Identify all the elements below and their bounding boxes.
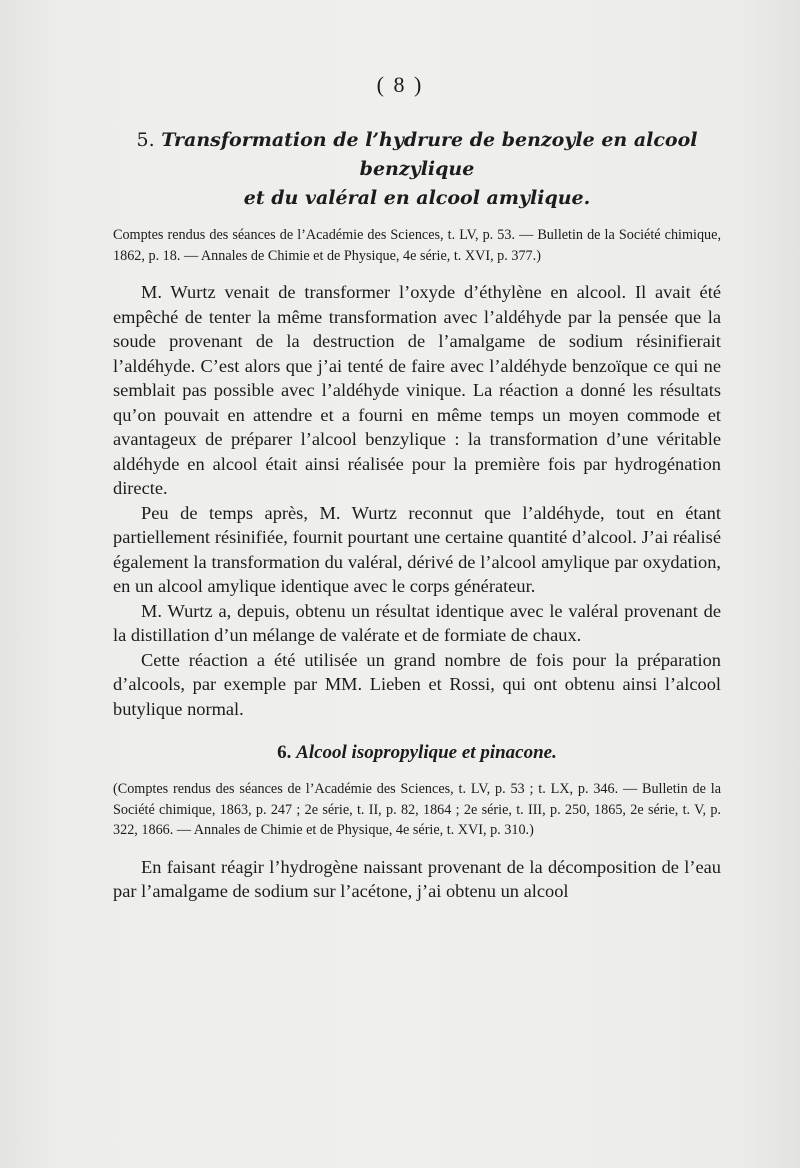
section-6-heading	[113, 739, 721, 767]
section-5-title-line2: et du valéral en alcool amylique.	[243, 187, 591, 209]
section-5-title-line1: Transformation de l’hydrure de benzoyle en alcool benzylique	[161, 129, 698, 180]
section-5-paragraph-4: Cette réaction a été utilisée un grand nombre de fois pour la préparation d’alcools, par exemple par MM. Lieben et Rossi, qui ont obtenu ainsi l’alcool butylique normal.	[113, 649, 721, 719]
section-6-reference: (Comptes rendus des séances de l’Académie des Sciences, t. LV, p. 53 ; t. LX, p. 346. — Bulletin de la Société chimique, 1863, p. 247 ; 2e série, t. II, p. 82, 1864 ; 2e série, t. III, p. 250, 1865, 2e série, t. V, p. 322, 1866. — Annales de Chimie et de Physique, 4e série, t. XVI, p. 310.)	[113, 781, 721, 838]
page-number: ( 8 )	[376, 72, 424, 97]
section-5-paragraph-3: M. Wurtz a, depuis, obtenu un résultat identique avec le valéral provenant de la distillation d’un mélange de valérate et de formiate de chaux.	[113, 600, 721, 645]
page-body	[113, 126, 721, 904]
section-5-number: 5.	[136, 129, 155, 151]
section-5-heading	[113, 126, 721, 213]
section-5-paragraph-1: M. Wurtz venait de transformer l’oxyde d’éthylène en alcool. Il avait été empêché de tenter la même transformation avec l’aldéhyde par la pensée que la soude provenant de la destruction de l’amalgame de sodium résinifierait l’aldéhyde. C’est alors que j’ai tenté de faire avec l’aldéhyde benzoïque ce qui ne semblait pas possible avec l’aldéhyde vinique. La réaction a donné les résultats qu’on pouvait en attendre et a fourni en même temps un moyen commode et avantageux de préparer l’alcool benzylique : la transformation d’une véritable aldéhyde en alcool était ainsi réalisée pour la première fois par hydrogénation directe.	[113, 282, 721, 498]
section-5-paragraph-2: Peu de temps après, M. Wurtz reconnut que l’aldéhyde, tout en étant partiellement résinifiée, fournit pourtant une certaine quantité d’alcool. J’ai réalisé également la transformation du valéral, dérivé de l’alcool amylique par oxydation, en un alcool amylique identique avec le corps générateur.	[113, 502, 721, 596]
section-6-paragraph-1: En faisant réagir l’hydrogène naissant provenant de la décomposition de l’eau par l’amalgame de sodium sur l’acétone, j’ai obtenu un alcool	[113, 856, 721, 901]
section-6-number: 6.	[277, 742, 292, 763]
section-5-reference: Comptes rendus des séances de l’Académie des Sciences, t. LV, p. 53. — Bulletin de la Société chimique, 1862, p. 18. — Annales de Chimie et de Physique, 4e série, t. XVI, p. 377.)	[113, 227, 721, 264]
section-6-title: Alcool isopropylique et pinacone.	[296, 742, 557, 763]
